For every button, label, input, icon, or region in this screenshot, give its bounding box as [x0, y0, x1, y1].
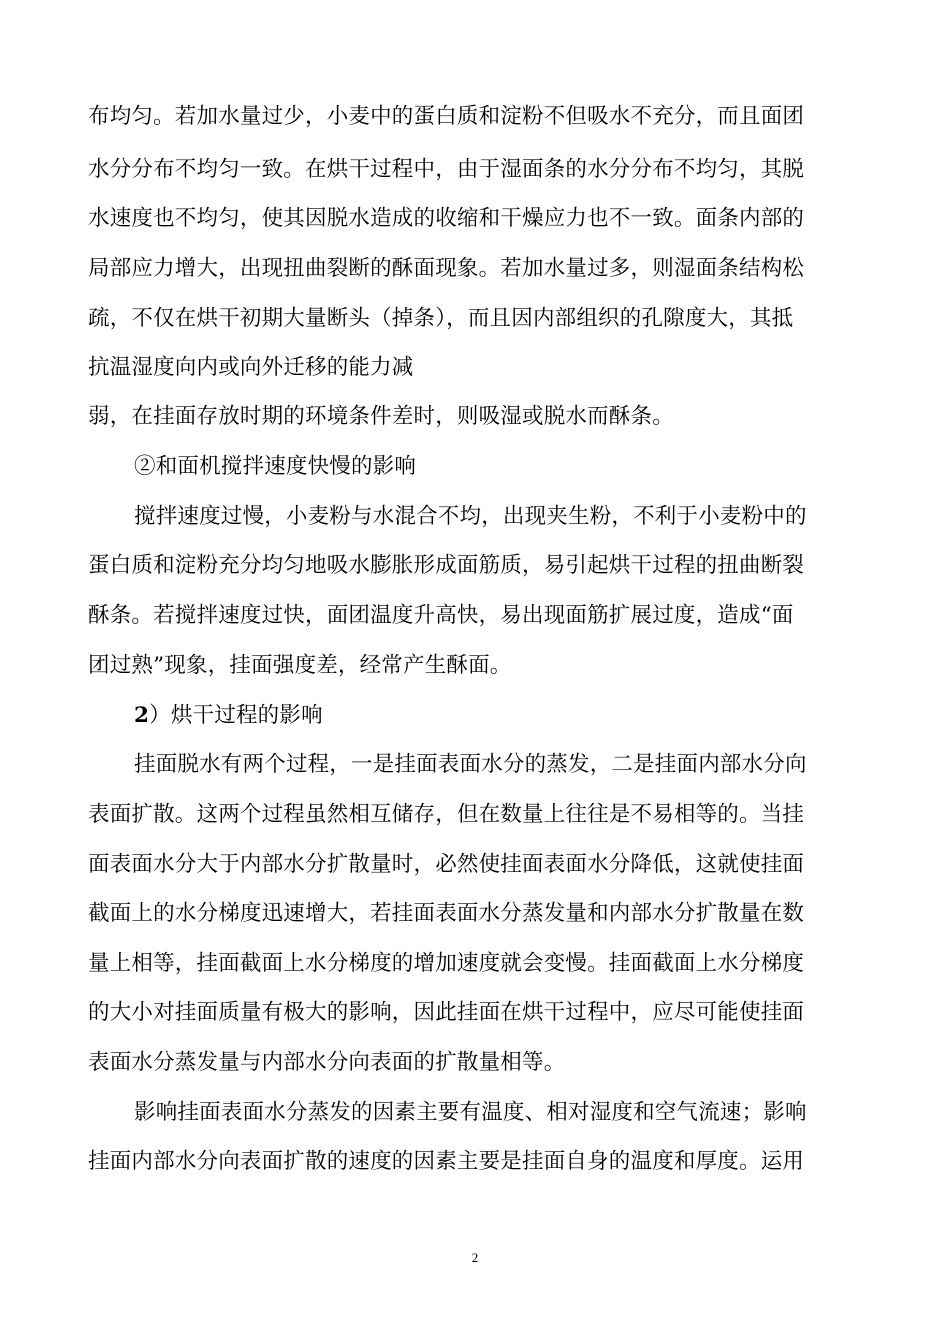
page-number: 2: [471, 1250, 479, 1265]
paragraph-line: 酥条。若搅拌速度过快，面团温度升高快，易出现面筋扩展过度，造成“面: [88, 603, 794, 628]
paragraph-line: 表面扩散。这两个过程虽然相互储存，但在数量上往往是不易相等的。当挂: [88, 802, 805, 827]
paragraph-line: 挂面内部水分向表面扩散的速度的因素主要是挂面自身的温度和厚度。运用: [88, 1149, 805, 1174]
section-heading-text: ）烘干过程的影响: [149, 703, 323, 728]
paragraph-line: 蛋白质和淀粉充分均匀地吸水膨胀形成面筋质，易引起烘干过程的扭曲断裂: [88, 553, 805, 578]
section-heading-number: 2: [134, 703, 150, 728]
paragraph-line: 抗温湿度向内或向外迁移的能力减: [88, 355, 414, 380]
paragraph-line: 表面水分蒸发量与内部水分向表面的扩散量相等。: [88, 1050, 566, 1075]
paragraph-line: 团过熟”现象，挂面强度差，经常产生酥面。: [88, 653, 512, 678]
section-heading: [134, 701, 934, 731]
paragraph-line: 的大小对挂面质量有极大的影响，因此挂面在烘干过程中，应尽可能使挂面: [88, 1000, 805, 1025]
paragraph-line: 影响挂面表面水分蒸发的因素主要有温度、相对湿度和空气流速；影响: [134, 1100, 807, 1125]
paragraph-line: 挂面脱水有两个过程，一是挂面表面水分的蒸发，二是挂面内部水分向: [134, 752, 807, 777]
paragraph-line: 水分分布不均匀一致。在烘干过程中，由于湿面条的水分分布不均匀，其脱: [88, 157, 805, 182]
paragraph-line: 布均匀。若加水量过少，小麦中的蛋白质和淀粉不但吸水不充分，而且面团: [88, 104, 805, 129]
paragraph-line: 水速度也不均匀，使其因脱水造成的收缩和干燥应力也不一致。面条内部的: [88, 206, 805, 231]
subsection-heading: ②和面机搅拌速度快慢的影响: [134, 454, 417, 479]
paragraph-line: 疏，不仅在烘干初期大量断头（掉条），而且因内部组织的孔隙度大，其抵: [88, 306, 794, 331]
paragraph-line: 弱，在挂面存放时期的环境条件差时，则吸湿或脱水而酥条。: [88, 404, 674, 429]
paragraph-line: 局部应力增大，出现扭曲裂断的酥面现象。若加水量过多，则湿面条结构松: [88, 256, 805, 281]
paragraph-line: 截面上的水分梯度迅速增大，若挂面表面水分蒸发量和内部水分扩散量在数: [88, 901, 805, 926]
paragraph-line: 搅拌速度过慢，小麦粉与水混合不均，出现夹生粉，不利于小麦粉中的: [134, 504, 807, 529]
paragraph-line: 量上相等，挂面截面上水分梯度的增加速度就会变慢。挂面截面上水分梯度: [88, 951, 805, 976]
paragraph-line: 面表面水分大于内部水分扩散量时，必然使挂面表面水分降低，这就使挂面: [88, 852, 805, 877]
